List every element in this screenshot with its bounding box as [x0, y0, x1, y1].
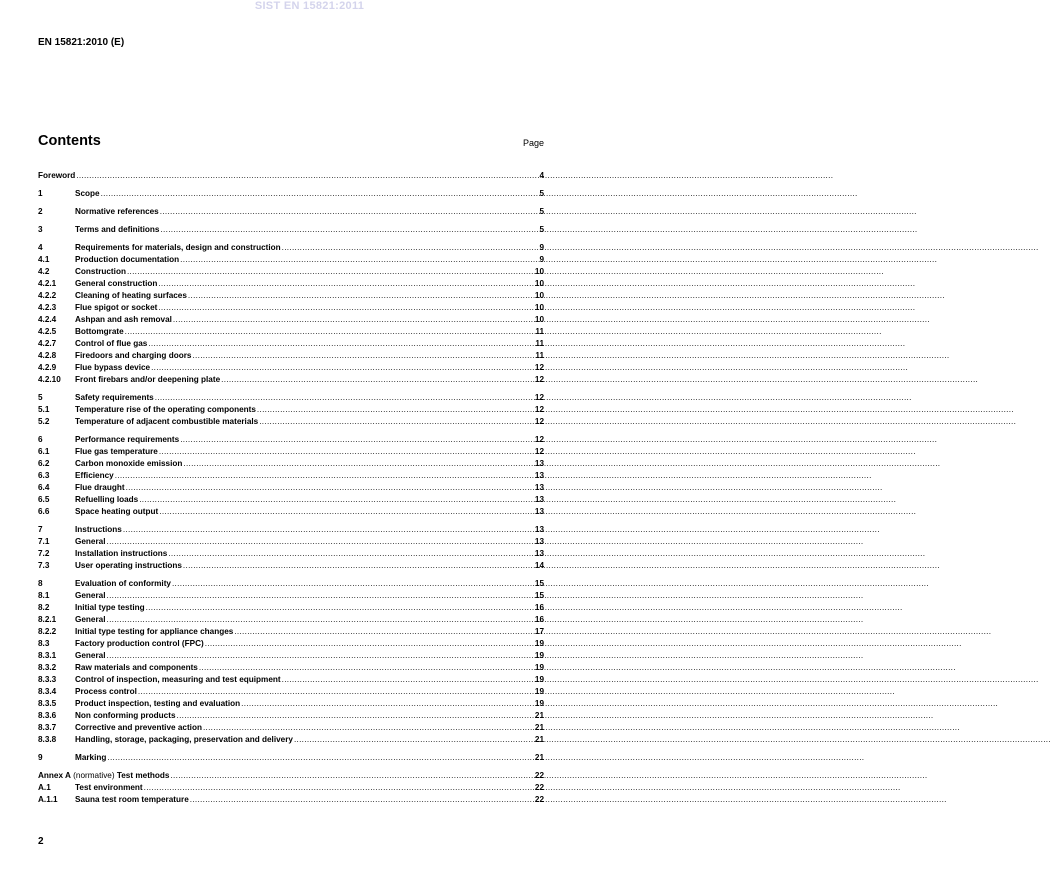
toc-entry-number: 8.1	[38, 591, 50, 600]
toc-entry-page: 13	[534, 537, 544, 546]
toc-entry-title: Instructions	[75, 525, 122, 534]
toc-dot-leader	[125, 326, 535, 337]
toc-entry-page: 15	[534, 579, 544, 588]
toc-dot-leader	[180, 434, 534, 445]
toc-entry-number: 7.1	[38, 537, 50, 546]
toc-entry-number: 8.3.4	[38, 687, 57, 696]
toc-entry-title: Installation instructions	[75, 549, 168, 558]
toc-dot-leader	[107, 650, 534, 661]
toc-entry-number: A.1	[38, 783, 51, 792]
toc-dot-leader	[107, 536, 534, 547]
toc-dot-leader	[146, 602, 534, 613]
toc-entry-number: 4.2.2	[38, 291, 57, 300]
toc-entry-number: 6.6	[38, 507, 50, 516]
toc-entry-page: 12	[534, 363, 544, 372]
toc-entry[interactable]	[38, 392, 544, 403]
toc-entry-page: 19	[534, 639, 544, 648]
toc-entry-title: Normative references	[75, 207, 159, 216]
toc-dot-leader	[180, 254, 538, 265]
toc-entry-number: 8.3.8	[38, 735, 57, 744]
toc-entry-title: Bottomgrate	[75, 327, 124, 336]
toc-entry[interactable]	[38, 560, 544, 571]
toc-entry-page: 12	[534, 435, 544, 444]
toc-entry-page: 12	[534, 375, 544, 384]
contents-heading: Contents	[38, 133, 101, 149]
toc-entry[interactable]	[38, 674, 544, 685]
toc-entry[interactable]	[38, 302, 544, 313]
toc-entry[interactable]	[38, 242, 544, 253]
toc-entry-page: 22	[534, 795, 544, 804]
toc-entry-title: Flue gas temperature	[75, 447, 158, 456]
toc-entry-title: General	[75, 537, 106, 546]
toc-entry[interactable]	[38, 494, 544, 505]
toc-entry-page: 22	[534, 783, 544, 792]
toc-entry-number: 7.2	[38, 549, 50, 558]
toc-dot-leader	[155, 392, 534, 403]
toc-entry-title: Test environment	[75, 783, 143, 792]
toc-entry-title: Corrective and preventive action	[75, 723, 202, 732]
toc-dot-leader	[107, 614, 534, 625]
toc-entry-title: Flue spigot or socket	[75, 303, 158, 312]
toc-dot-leader	[107, 752, 533, 763]
toc-dot-leader	[144, 782, 534, 793]
page-column-label: Page	[522, 138, 544, 148]
toc-entry-page: 13	[534, 507, 544, 516]
toc-entry-page: 12	[534, 393, 544, 402]
toc-dot-leader	[241, 698, 534, 709]
toc-entry[interactable]	[38, 350, 544, 361]
toc-dot-leader	[190, 794, 534, 805]
page-number: 2	[38, 836, 44, 847]
watermark: SIST EN 15821:2011	[254, 0, 365, 12]
toc-dot-leader	[205, 638, 534, 649]
toc-entry-title: Process control	[75, 687, 137, 696]
toc-entry-page: 13	[534, 495, 544, 504]
toc-entry-number: 4.2	[38, 267, 50, 276]
toc-dot-leader	[160, 224, 538, 235]
toc-entry-title: Flue bypass device	[75, 363, 151, 372]
toc-entry-page: 16	[534, 615, 544, 624]
toc-entry-number: 5.1	[38, 405, 50, 414]
toc-entry[interactable]	[38, 752, 544, 763]
toc-entry-page: 9	[539, 243, 544, 252]
toc-dot-leader	[158, 278, 534, 289]
toc-entry[interactable]	[38, 662, 544, 673]
toc-entry-title: Handling, storage, packaging, preservation and delivery	[75, 735, 293, 744]
toc-entry[interactable]	[38, 506, 544, 517]
toc-entry-page: 19	[534, 687, 544, 696]
toc-entry-page: 16	[534, 603, 544, 612]
toc-entry-number: 6.5	[38, 495, 50, 504]
toc-entry-page: 10	[534, 279, 544, 288]
toc-entry-page: 11	[535, 339, 544, 348]
toc-entry-number: 4.2.7	[38, 339, 57, 348]
toc-entry-page: 5	[539, 207, 544, 216]
toc-entry-page: 19	[534, 699, 544, 708]
toc-entry-title: Firedoors and charging doors	[75, 351, 192, 360]
toc-entry-title: Control of flue gas	[75, 339, 148, 348]
toc-entry-page: 11	[535, 327, 544, 336]
toc-dot-leader	[199, 662, 534, 673]
toc-dot-leader	[151, 362, 534, 373]
toc-entry-number: 4.1	[38, 255, 50, 264]
toc-entry-page: 12	[534, 447, 544, 456]
toc-entry-number: 6.2	[38, 459, 50, 468]
toc-entry-number: 8.2.1	[38, 615, 57, 624]
toc-entry-title: Temperature rise of the operating components	[75, 405, 256, 414]
toc-entry[interactable]	[38, 314, 544, 325]
toc-entry-page: 13	[534, 525, 544, 534]
toc-dot-leader	[172, 578, 534, 589]
toc-entry-page: 21	[534, 723, 544, 732]
toc-entry-page: 19	[534, 663, 544, 672]
toc-dot-leader	[188, 290, 534, 301]
toc-entry-title: Factory production control (FPC)	[75, 639, 204, 648]
toc-dot-leader	[177, 710, 534, 721]
toc-entry-page: 10	[534, 267, 544, 276]
toc-entry[interactable]	[38, 626, 544, 637]
toc-entry[interactable]	[38, 590, 544, 601]
toc-dot-leader	[192, 350, 534, 361]
toc-entry[interactable]	[38, 638, 544, 649]
toc-entry-title: Carbon monoxide emission	[75, 459, 183, 468]
toc-entry-title: General	[75, 651, 106, 660]
toc-entry-number: 4.2.8	[38, 351, 57, 360]
toc-entry-number: 8.3.3	[38, 675, 57, 684]
toc-entry-title: Refuelling loads	[75, 495, 139, 504]
toc-entry-number: 2	[38, 207, 43, 216]
toc-dot-leader	[126, 482, 534, 493]
toc-entry-number: 8.3.5	[38, 699, 57, 708]
toc-entry-title: Cleaning of heating surfaces	[75, 291, 187, 300]
toc-dot-leader	[282, 674, 534, 685]
toc-entry-number: 3	[38, 225, 43, 234]
toc-entry[interactable]	[38, 446, 544, 457]
toc-dot-leader	[158, 302, 534, 313]
toc-entry-number: 8.3.7	[38, 723, 57, 732]
toc-entry[interactable]	[38, 290, 544, 301]
toc-entry-title: Front firebars and/or deepening plate	[75, 375, 221, 384]
toc-entry[interactable]	[38, 482, 544, 493]
toc-dot-leader	[294, 734, 534, 745]
toc-dot-leader	[160, 206, 539, 217]
toc-entry-number: 4.2.1	[38, 279, 57, 288]
toc-entry[interactable]	[38, 686, 544, 697]
toc-entry[interactable]	[38, 650, 544, 661]
toc-entry[interactable]	[38, 188, 544, 199]
toc-entry-title: Space heating output	[75, 507, 159, 516]
toc-entry-title: Raw materials and components	[75, 663, 198, 672]
toc-dot-leader	[257, 404, 534, 415]
toc-entry[interactable]	[38, 602, 544, 613]
toc-entry-number: 8	[38, 579, 43, 588]
toc-entry-title: Initial type testing	[75, 603, 145, 612]
toc-entry[interactable]	[38, 224, 544, 235]
toc-dot-leader	[234, 626, 534, 637]
toc-entry-page: 9	[539, 255, 544, 264]
toc-entry[interactable]	[38, 794, 544, 805]
toc-entry[interactable]	[38, 524, 544, 535]
toc-dot-leader	[159, 446, 534, 457]
toc-dot-leader	[168, 548, 534, 559]
toc-entry-page: 21	[534, 753, 544, 762]
toc-entry-number: 4.2.9	[38, 363, 57, 372]
toc-entry-number: 6.4	[38, 483, 50, 492]
toc-entry-number: 6.1	[38, 447, 50, 456]
toc-dot-leader	[127, 266, 534, 277]
toc-entry[interactable]	[38, 734, 544, 745]
toc-entry[interactable]	[38, 362, 544, 373]
toc-entry[interactable]	[38, 326, 544, 337]
toc-entry-page: 21	[534, 711, 544, 720]
toc-entry-title: Sauna test room temperature	[75, 795, 189, 804]
toc-entry-page: 13	[534, 483, 544, 492]
toc-entry[interactable]	[38, 266, 544, 277]
toc-entry-number: 8.3.1	[38, 651, 57, 660]
toc-dot-leader	[183, 560, 534, 571]
toc-dot-leader	[76, 170, 538, 181]
toc-entry-page: 19	[534, 651, 544, 660]
toc-entry[interactable]	[38, 374, 544, 385]
toc-entry-title: Ashpan and ash removal	[75, 315, 172, 324]
toc-dot-leader	[259, 416, 534, 427]
toc-entry[interactable]	[38, 338, 544, 349]
toc-entry-page: 14	[534, 561, 544, 570]
toc-entry-title: Flue draught	[75, 483, 125, 492]
toc-entry[interactable]	[38, 536, 544, 547]
toc-entry-page: 13	[534, 459, 544, 468]
toc-entry-number: 8.3.6	[38, 711, 57, 720]
toc-dot-leader	[170, 770, 533, 781]
toc-entry-number: 6.3	[38, 471, 50, 480]
toc-entry-title: Evaluation of conformity	[75, 579, 171, 588]
toc-dot-leader	[221, 374, 534, 385]
toc-entry-title: Marking	[75, 753, 107, 762]
toc-entry-title: Control of inspection, measuring and test equipment	[75, 675, 281, 684]
toc-entry[interactable]	[38, 470, 544, 481]
toc-entry-number: 7	[38, 525, 43, 534]
toc-entry[interactable]	[38, 416, 544, 427]
toc-entry-number: 8.3	[38, 639, 50, 648]
toc-entry[interactable]	[38, 548, 544, 559]
toc-entry-page: 5	[539, 225, 544, 234]
toc-entry-title: Initial type testing for appliance changes	[75, 627, 234, 636]
toc-dot-leader	[139, 494, 534, 505]
toc-entry-title: User operating instructions	[75, 561, 182, 570]
toc-entry-number: 8.3.2	[38, 663, 57, 672]
toc-dot-leader	[282, 242, 539, 253]
toc-entry-number: 4.2.3	[38, 303, 57, 312]
document-id: EN 15821:2010 (E)	[38, 37, 125, 48]
toc-entry-number: 8.2	[38, 603, 50, 612]
toc-entry-number: 8.2.2	[38, 627, 57, 636]
toc-entry-page: 21	[534, 735, 544, 744]
toc-entry[interactable]	[38, 782, 544, 793]
toc-entry-title: Efficiency	[75, 471, 114, 480]
toc-entry-title: Safety requirements	[75, 393, 154, 402]
toc-entry-number: 4.2.10	[38, 375, 61, 384]
toc-entry-page: 19	[534, 675, 544, 684]
toc-entry-title: Construction	[75, 267, 126, 276]
toc-entry-number: 1	[38, 189, 43, 198]
toc-entry-title: Temperature of adjacent combustible materials	[75, 417, 259, 426]
toc-entry-page: 4	[539, 171, 544, 180]
toc-entry-page: 5	[539, 189, 544, 198]
toc-entry-title: Non conforming products	[75, 711, 176, 720]
toc-dot-leader	[183, 458, 534, 469]
toc-entry-number: 6	[38, 435, 43, 444]
toc-dot-leader	[148, 338, 534, 349]
toc-dot-leader	[107, 590, 534, 601]
toc-entry[interactable]	[38, 698, 544, 709]
toc-entry-title: Foreword	[38, 171, 76, 180]
toc-entry[interactable]	[38, 434, 544, 445]
toc-dot-leader	[173, 314, 534, 325]
toc-entry-page: 10	[534, 303, 544, 312]
toc-entry-title: General	[75, 615, 106, 624]
toc-entry-page: 13	[534, 471, 544, 480]
toc-entry[interactable]	[38, 770, 544, 781]
toc-entry-title: General construction	[75, 279, 158, 288]
toc-entry[interactable]	[38, 710, 544, 721]
toc-dot-leader	[123, 524, 534, 535]
toc-entry-page: 12	[534, 417, 544, 426]
toc-entry-title: Performance requirements	[75, 435, 180, 444]
toc-entry[interactable]	[38, 278, 544, 289]
toc-entry-page: 11	[535, 351, 544, 360]
toc-entry-number: 7.3	[38, 561, 50, 570]
toc-entry-number: A.1.1	[38, 795, 58, 804]
toc-dot-leader	[101, 188, 539, 199]
toc-entry[interactable]	[38, 458, 544, 469]
toc-entry[interactable]	[38, 170, 544, 181]
toc-entry-page: 17	[534, 627, 544, 636]
toc-entry-title: Annex A (normative) Test methods	[38, 771, 170, 780]
toc-entry-number: 4.2.4	[38, 315, 57, 324]
toc-entry-page: 22	[534, 771, 544, 780]
toc-entry-number: 4	[38, 243, 43, 252]
toc-entry[interactable]	[38, 206, 544, 217]
toc-entry-number: 5	[38, 393, 43, 402]
toc-entry[interactable]	[38, 578, 544, 589]
toc-entry-page: 12	[534, 405, 544, 414]
toc-dot-leader	[138, 686, 534, 697]
toc-entry-title: Scope	[75, 189, 100, 198]
toc-entry[interactable]	[38, 254, 544, 265]
toc-entry-number: 4.2.5	[38, 327, 57, 336]
toc-dot-leader	[159, 506, 534, 517]
toc-entry-title: Requirements for materials, design and construction	[75, 243, 281, 252]
toc-entry[interactable]	[38, 614, 544, 625]
toc-entry[interactable]	[38, 404, 544, 415]
toc-entry-title: Production documentation	[75, 255, 180, 264]
toc-entry-page: 13	[534, 549, 544, 558]
toc-dot-leader	[203, 722, 534, 733]
toc-entry-number: 9	[38, 753, 43, 762]
toc-entry-title: General	[75, 591, 106, 600]
toc-entry-page: 10	[534, 315, 544, 324]
toc-entry-title: Product inspection, testing and evaluation	[75, 699, 241, 708]
toc-entry-page: 10	[534, 291, 544, 300]
toc-entry[interactable]	[38, 722, 544, 733]
toc-dot-leader	[115, 470, 534, 481]
toc-entry-page: 15	[534, 591, 544, 600]
toc-entry-number: 5.2	[38, 417, 50, 426]
toc-entry-title: Terms and definitions	[75, 225, 160, 234]
